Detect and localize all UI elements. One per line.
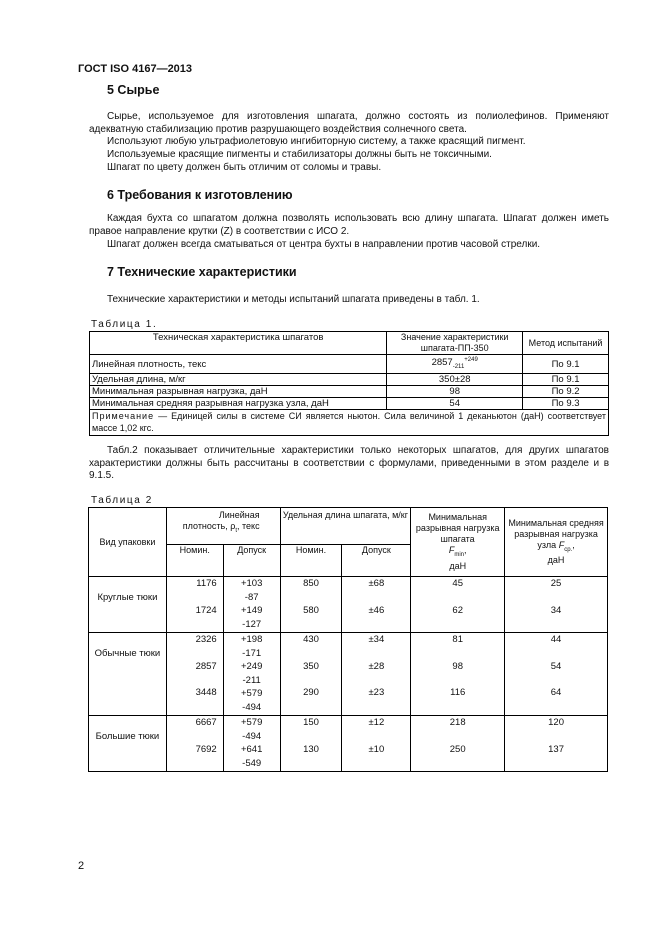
table-cell: Удельная длина, м/кг xyxy=(90,374,387,386)
table-header-cell: Номин. xyxy=(280,545,342,577)
table-cell xyxy=(505,633,608,716)
table-cell-pack: Круглые тюки xyxy=(89,577,167,633)
table-1 xyxy=(89,331,609,436)
table-cell xyxy=(280,633,342,716)
header-symbol: F xyxy=(558,539,565,550)
section-7-title: 7 Технические характеристики xyxy=(107,265,297,279)
table-cell: 350±28 xyxy=(387,374,523,386)
table-cell: По 9.1 xyxy=(523,355,609,374)
header-text: Линейная xyxy=(218,510,260,520)
value: 6667 xyxy=(195,717,217,728)
value: 25 xyxy=(550,578,562,589)
table-header-cell: Удельная длина шпагата, м/кг xyxy=(280,508,411,545)
value: 130 xyxy=(303,743,319,755)
header-subscript: ср. xyxy=(564,546,573,553)
header-text: Минимальная средняя разрывная нагрузка узла xyxy=(508,517,604,550)
value: +641 xyxy=(240,744,263,755)
header-symbol: F xyxy=(448,545,455,556)
value: +149 xyxy=(240,605,263,616)
section-6-para-2: Шпагат должен всегда сматываться от центра бухты в направлении против часовой стрелки. xyxy=(107,239,541,250)
table-cell: Линейная плотность, текс xyxy=(90,355,387,374)
note-label: Примечание xyxy=(92,411,155,422)
value: 250 xyxy=(449,743,466,755)
section-5-para-2: Используют любую ультрафиолетовую ингибиторную систему, а также красящий пигмент. xyxy=(107,136,526,147)
table-cell xyxy=(411,633,505,716)
table-cell xyxy=(387,355,523,374)
table-cell xyxy=(166,577,223,633)
value: 2857 xyxy=(195,660,217,672)
section-6-para-1: Каждая бухта со шпагатом должна позволять использовать всю длину шпагата. Шпагат должен иметь правое направление крутки (Z) в соответствии с ИСО 2. xyxy=(89,213,609,237)
table-cell xyxy=(411,577,505,633)
tolerance-plus: +249 xyxy=(464,357,478,363)
value: 98 xyxy=(452,660,463,672)
table-2-caption: Таблица 2 xyxy=(91,495,153,506)
header-text: плотность, ρ xyxy=(182,521,236,531)
table-cell xyxy=(280,577,342,633)
table-cell xyxy=(342,633,411,716)
value: 2326 xyxy=(195,634,217,645)
table-cell xyxy=(342,716,411,772)
value: -87 xyxy=(244,591,259,603)
table-cell xyxy=(166,633,223,716)
table-2 xyxy=(88,507,608,772)
value: 150 xyxy=(303,717,319,728)
table-cell xyxy=(223,716,280,772)
table-cell xyxy=(223,577,280,633)
value: 430 xyxy=(303,634,319,645)
table-cell xyxy=(166,716,223,772)
table-header-cell: Минимальная разрывная нагрузка шпагата $F_{min}$, даН xyxy=(411,508,505,577)
document-header: ГОСТ ISO 4167—2013 xyxy=(78,63,193,75)
section-5-para-4: Шпагат по цвету должен быть отличим от соломы и травы. xyxy=(107,162,382,173)
value: ±10 xyxy=(368,743,385,755)
table-row xyxy=(90,374,609,386)
value: ±28 xyxy=(368,660,385,672)
header-subscript: t xyxy=(235,527,238,534)
header-text: Минимальная разрывная нагрузка шпагата xyxy=(415,512,500,545)
value: ±34 xyxy=(368,634,385,645)
page-number: 2 xyxy=(78,860,85,872)
value: 81 xyxy=(452,634,463,645)
value: ±23 xyxy=(368,687,385,698)
table-cell: По 9.1 xyxy=(523,374,609,386)
value: 62 xyxy=(452,604,463,616)
header-text: , текс xyxy=(237,521,260,531)
table-cell: Минимальная разрывная нагрузка, даН xyxy=(90,386,387,398)
value: ±12 xyxy=(368,717,385,728)
header-subscript: min xyxy=(454,551,465,558)
table-cell xyxy=(505,716,608,772)
table-row xyxy=(90,355,609,374)
table-cell xyxy=(342,577,411,633)
value: -171 xyxy=(242,647,262,659)
value: 45 xyxy=(452,578,463,589)
table-cell: 54 xyxy=(387,398,523,410)
value: -494 xyxy=(242,701,262,713)
table-header-cell: Метод испытаний xyxy=(523,332,609,355)
value: 54 xyxy=(550,660,562,672)
value: 44 xyxy=(550,634,562,645)
value: +249 xyxy=(240,661,263,672)
value: 350 xyxy=(303,660,319,672)
value: +579 xyxy=(240,717,263,728)
table-header-cell: Допуск xyxy=(342,545,411,577)
note-text: — Единицей силы в системе СИ является ньютон. Сила величиной 1 деканьютон (даН) соответствует массе 1,02 кгс. xyxy=(92,411,606,433)
value: 120 xyxy=(548,717,564,728)
table-row xyxy=(90,386,609,398)
table-header-cell: Допуск xyxy=(223,545,280,577)
value: +198 xyxy=(240,634,263,645)
table-cell: 98 xyxy=(387,386,523,398)
value: 7692 xyxy=(195,743,217,755)
table-2-intro: Табл.2 показывает отличительные характеристики только некоторых шпагатов, для других шпагатов характеристики должны быть рассчитаны в соответствии с формулами, приведенными в этом разделе и в 9.1.5. xyxy=(89,445,609,481)
value: -211 xyxy=(242,674,261,686)
value: 64 xyxy=(550,687,562,698)
table-header-cell: Значение характеристики шпагата-ПП-350 xyxy=(387,332,523,355)
section-7-para-1: Технические характеристики и методы испытаний шпагата приведены в табл. 1. xyxy=(107,294,480,305)
table-header-cell: Минимальная средняя разрывная нагрузка узла $F_{ср.}$, даН xyxy=(505,508,608,577)
tolerance-minus: -211 xyxy=(452,364,465,371)
value: -127 xyxy=(242,618,262,630)
value: 116 xyxy=(450,687,466,698)
section-5-para-1: Сырье, используемое для изготовления шпагата, должно состоять из полиолефинов. Применяют адекватную стабилизацию против разрушающего воздействия солнечного света. xyxy=(89,111,609,135)
table-cell xyxy=(223,633,280,716)
table-note xyxy=(90,410,609,436)
table-cell-pack: Обычные тюки xyxy=(89,633,167,716)
value: 137 xyxy=(548,743,564,755)
table-header-row xyxy=(89,508,608,545)
value: +103 xyxy=(240,578,263,589)
table-cell: Минимальная средняя разрывная нагрузка узла, даН xyxy=(90,398,387,410)
table-note-row xyxy=(90,410,609,436)
table-cell xyxy=(411,716,505,772)
table-row xyxy=(90,398,609,410)
table-row xyxy=(89,716,608,772)
header-text: даН xyxy=(449,560,467,571)
value: 34 xyxy=(550,604,562,616)
section-5-title: 5 Сырье xyxy=(107,83,160,97)
table-cell: По 9.3 xyxy=(523,398,609,410)
table-row xyxy=(89,633,608,716)
table-header-cell: Номин. xyxy=(166,545,223,577)
section-6-title: 6 Требования к изготовлению xyxy=(107,188,293,202)
value: +579 xyxy=(240,688,263,699)
value: -494 xyxy=(242,730,262,742)
value: 850 xyxy=(303,578,319,589)
header-text: даН xyxy=(547,555,565,566)
table-header-row xyxy=(90,332,609,355)
value: 3448 xyxy=(195,687,217,698)
section-5-para-3: Используемые красящие пигменты и стабилизаторы должны быть не токсичными. xyxy=(107,149,492,160)
value: 290 xyxy=(303,687,319,698)
table-header-cell: Вид упаковки xyxy=(89,508,167,577)
value: 218 xyxy=(449,717,466,728)
table-header-cell: Техническая характеристика шпагатов xyxy=(90,332,387,355)
value: ±46 xyxy=(368,604,385,616)
table-row xyxy=(89,577,608,633)
table-cell: По 9.2 xyxy=(523,386,609,398)
table-cell-pack: Большие тюки xyxy=(89,716,167,772)
table-header-cell xyxy=(166,508,280,545)
value: 1176 xyxy=(196,578,217,589)
table-cell xyxy=(280,716,342,772)
value: -549 xyxy=(242,757,262,769)
table-cell-value: 2857 xyxy=(431,357,453,369)
table-1-caption: Таблица 1. xyxy=(91,319,158,330)
value: ±68 xyxy=(368,578,385,589)
value: 580 xyxy=(303,604,319,616)
value: 1724 xyxy=(195,604,217,616)
table-cell xyxy=(505,577,608,633)
